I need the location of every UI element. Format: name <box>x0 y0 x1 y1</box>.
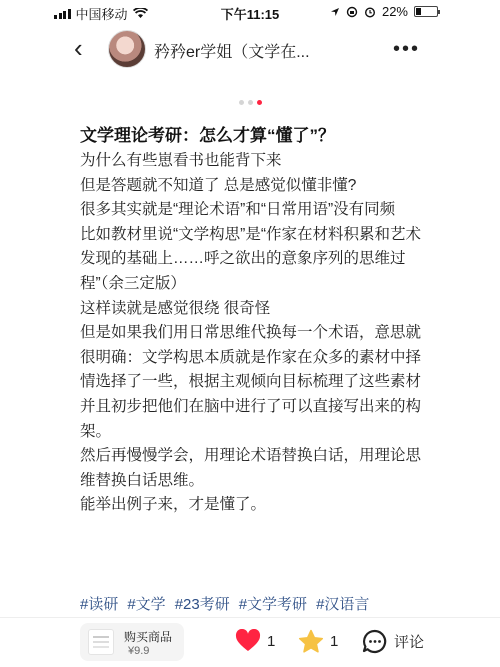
chevron-left-icon[interactable]: ‹ <box>74 33 83 63</box>
carousel-dot-active <box>257 100 262 105</box>
author-name[interactable]: 矜矜er学姐（文学在... <box>154 44 310 61</box>
tag-link[interactable]: #文学考研 <box>238 596 308 613</box>
tag-list <box>80 593 440 614</box>
tag-link[interactable]: #文学 <box>127 596 166 613</box>
carousel-dot <box>248 100 253 105</box>
alarm-icon <box>364 6 376 18</box>
avatar[interactable] <box>108 30 146 68</box>
post-header <box>0 28 500 70</box>
post-paragraph: 但是答题就不知道了 总是感觉似懂非懂? <box>80 176 357 194</box>
like-count: 1 <box>267 632 276 650</box>
bottom-action-bar <box>0 617 500 667</box>
post-paragraph: 很多其实就是“理论术语”和“日常用语”没有同频 <box>80 201 396 219</box>
post-body <box>80 149 424 518</box>
carousel-indicator <box>0 100 500 105</box>
more-dots-icon[interactable]: ••• <box>392 38 420 60</box>
product-thumbnail <box>88 629 114 655</box>
comment-bubble-icon <box>362 629 388 654</box>
status-bar <box>0 0 500 22</box>
collect-button[interactable] <box>298 629 338 654</box>
star-icon <box>298 629 324 654</box>
post-paragraph: 比如教材里说“文学构思”是“作家在材料积累和艺术发现的基础上……呼之欲出的意象序列的思维过程”（余三定版） <box>80 225 421 292</box>
comment-button[interactable] <box>362 629 424 654</box>
post-paragraph: 然后再慢慢学会，用理论术语替换白话，用理论思维替换白话思维。 <box>80 447 422 489</box>
battery-percent: 22% <box>381 4 408 19</box>
product-price: ¥9.9 <box>128 645 150 657</box>
carrier-label: 中国移动 <box>75 7 128 22</box>
post-paragraph: 为什么有些崽看书也能背下来 <box>80 152 282 169</box>
post-paragraph: 但是如果我们用日常思维代换每一个术语，意思就很明确：文学构思本质就是作家在众多的素材中择情选择了一些，根据主观倾向目标梳理了这些素材并且初步把他们在脑中进行了可以直接写出来的构架。 <box>80 324 422 440</box>
product-label: 购买商品 <box>124 630 173 644</box>
lock-rotation-icon <box>346 6 358 18</box>
collect-count: 1 <box>330 633 339 650</box>
tag-link[interactable]: #23考研 <box>174 596 230 613</box>
location-icon <box>330 7 340 17</box>
carousel-dot <box>239 100 244 105</box>
heart-icon <box>235 629 261 653</box>
tag-link[interactable]: #汉语言 <box>316 596 370 613</box>
clock: 下午11:15 <box>220 7 280 22</box>
tag-link[interactable]: #读研 <box>80 596 119 613</box>
buy-product-button[interactable] <box>80 623 184 661</box>
like-button[interactable] <box>235 629 275 653</box>
comment-label: 评论 <box>394 634 425 651</box>
battery-icon <box>414 6 438 17</box>
post-title: 文学理论考研：怎么才算“懂了”？ <box>80 126 335 145</box>
post-paragraph: 能举出例子来，才是懂了。 <box>80 496 267 514</box>
status-right <box>330 4 438 19</box>
post-paragraph: 这样读就是感觉很绕 很奇怪 <box>80 299 271 317</box>
